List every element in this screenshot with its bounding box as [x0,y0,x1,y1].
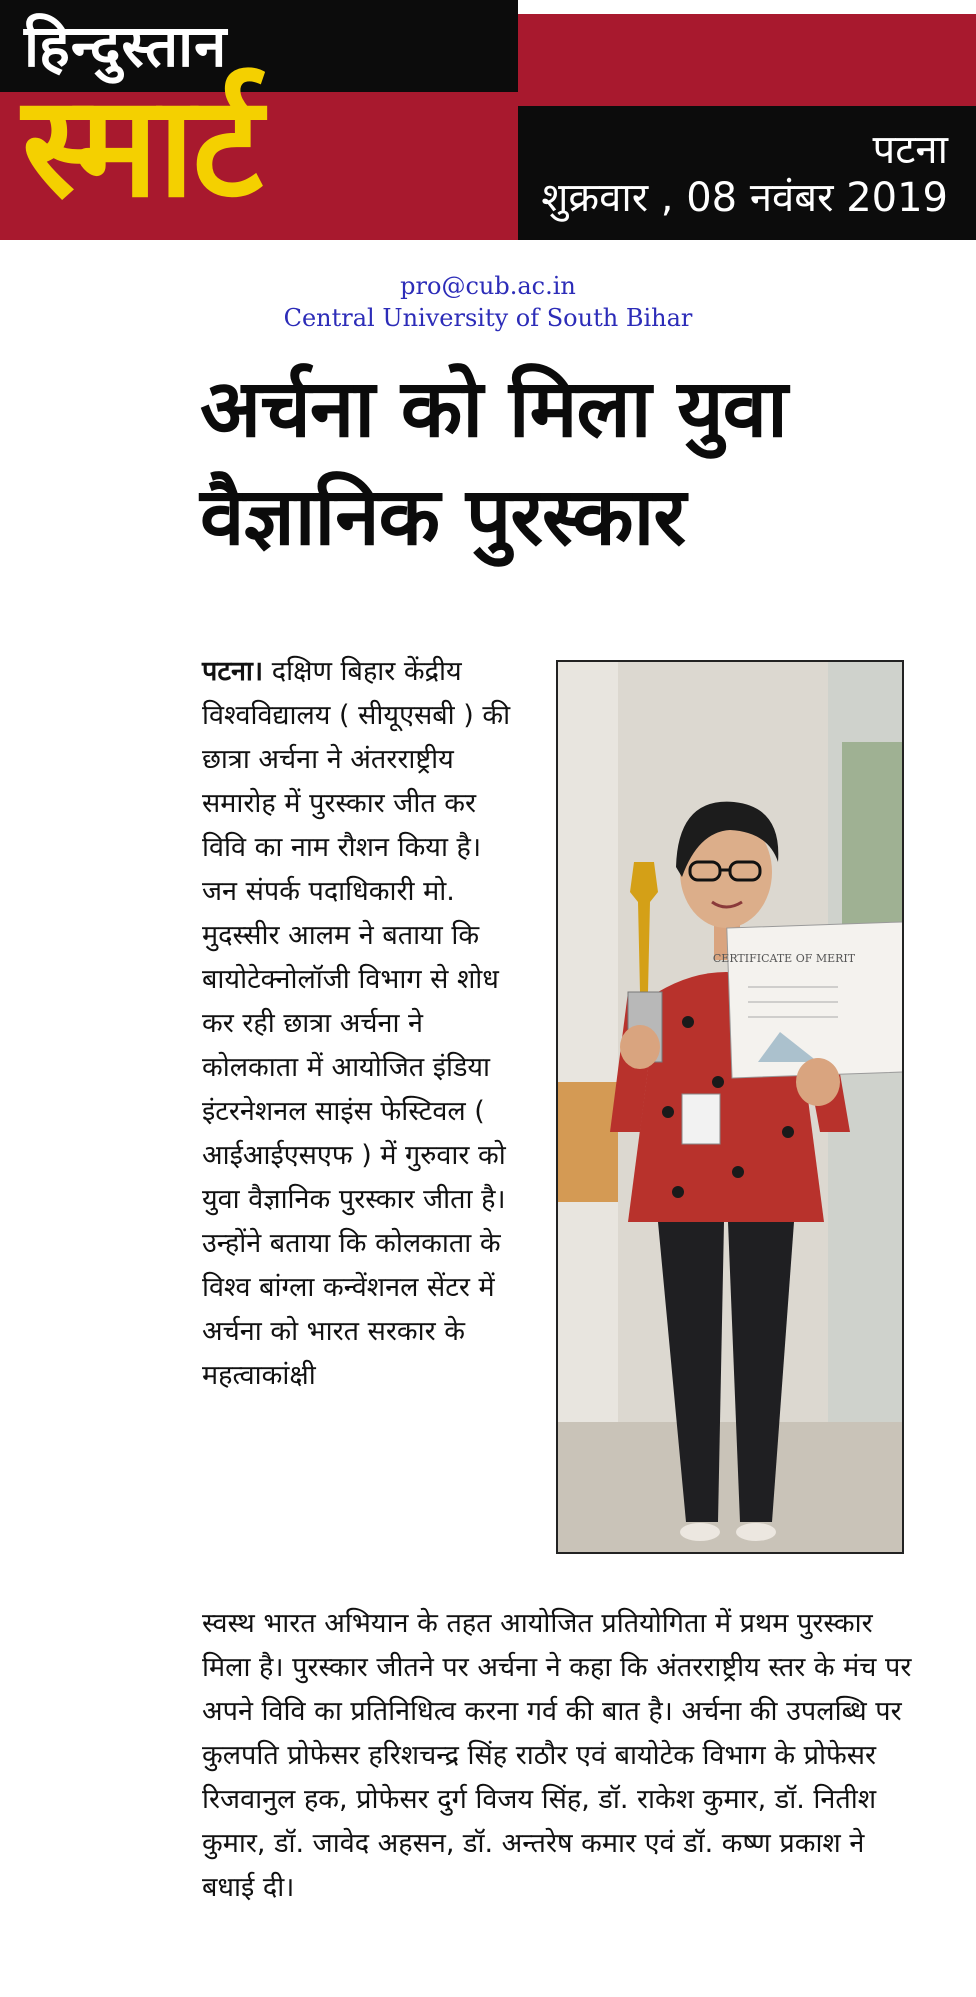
masthead [0,0,976,245]
newspaper-name: हिन्दुस्तान [24,12,228,80]
source-credit [0,270,976,334]
masthead-right-maroon-band [518,14,976,106]
article-column-text: दक्षिण बिहार केंद्रीय विश्वविद्यालय ( सीयूएसबी ) की छात्रा अर्चना ने अंतरराष्ट्रीय समारोह में पुरस्कार जीत कर विवि का नाम रौशन किया है। जन संपर्क पदाधिकारी मो. मुदस्सीर आलम ने बताया कि बायोटेक्नोलॉजी विभाग से शोध कर रही छात्रा अर्चना ने कोलकाता में आयोजित इंडिया इंटरनेशनल साइंस फेस्टिवल ( आईआईएसएफ ) में गुरुवार को युवा वैज्ञानिक पुरस्कार जीता है। उन्होंने बताया कि कोलकाता के विश्व बांग्ला कन्वेंशनल सेंटर में अर्चना को भारत सरकार के महत्वाकांक्षी [202,656,511,1391]
article-continuation: स्वस्थ भारत अभियान के तहत आयोजित प्रतियोगिता में प्रथम पुरस्कार मिला है। पुरस्कार जीतने पर अर्चना ने कहा कि अंतरराष्ट्रीय स्तर के मंच पर अपने विवि का प्रतिनिधित्व करना गर्व की बात है। अर्चना की उपलब्धि पर कुलपति प्रोफेसर हरिशचन्द्र सिंह राठौर एवं बायोटेक विभाग के प्रोफेसर रिजवानुल हक, प्रोफेसर दुर्ग विजय सिंह, डॉ. राकेश कुमार, डॉ. नितीश कुमार, डॉ. जावेद अहसन, डॉ. अन्तरेष कमार एवं डॉ. कष्ण प्रकाश ने बधाई दी। [202,1608,912,1903]
edition-brand: स्मार्ट [22,66,262,229]
issue-date: शुक्रवार , 08 नवंबर 2019 [541,175,948,221]
article-dateline: पटना। [202,656,264,687]
source-email: pro@cub.ac.in [400,272,576,300]
award-photo-illustration [558,662,902,1552]
edition-city: पटना [872,127,948,173]
certificate-title: CERTIFICATE OF MERIT [712,952,856,965]
article-photo [556,660,904,1554]
article-column [202,650,522,1398]
source-institution: Central University of South Bihar [283,304,693,332]
article-headline: अर्चना को मिला युवा वैज्ञानिक पुरस्कार [200,362,787,563]
